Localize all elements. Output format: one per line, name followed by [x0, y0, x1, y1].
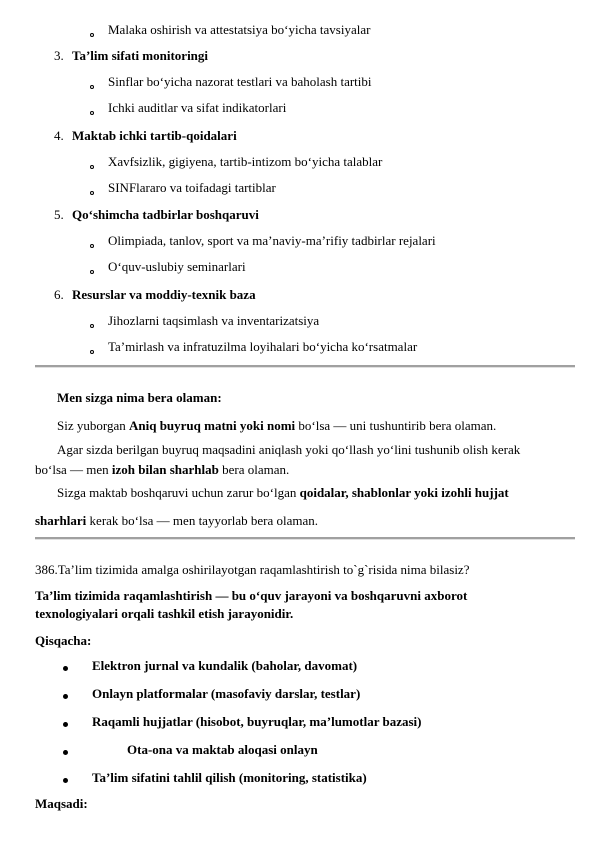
outline-subitem: SINFlararo va toifadagi tartiblar: [108, 180, 276, 195]
info-paragraph-2-line-2: bo‘lsa — men izoh bilan sharhlab bera olaman.: [35, 462, 290, 477]
info-paragraph-3-line-2: sharhlari kerak bo‘lsa — men tayyorlab bera olaman.: [35, 513, 319, 528]
circle-bullet-icon: [90, 244, 94, 248]
divider: [35, 365, 575, 367]
disc-bullet-icon: [63, 778, 68, 783]
disc-bullet-icon: [63, 694, 68, 699]
circle-bullet-icon: [90, 111, 94, 115]
outline-section-title: Qo‘shimcha tadbirlar boshqaruvi: [72, 207, 259, 222]
outline-subitem: Ichki auditlar va sifat indikatorlari: [108, 100, 287, 115]
outline-subitem: Olimpiada, tanlov, sport va ma’naviy-ma’rifiy tadbirlar rejalari: [108, 233, 436, 248]
divider: [35, 537, 575, 539]
outline-section-title: Ta’lim sifati monitoringi: [72, 48, 209, 63]
disc-bullet-icon: [63, 750, 68, 755]
question-text: 386.Ta’lim tizimida amalga oshirilayotgan raqamlashtirish to`g`risida nima bilasiz?: [35, 562, 470, 577]
outline-subitem: Xavfsizlik, gigiyena, tartib-intizom bo‘yicha talablar: [108, 154, 383, 169]
circle-bullet-icon: [90, 85, 94, 89]
answer-line-1: Ta’lim tizimida raqamlashtirish — bu o‘quv jarayoni va boshqaruvni axborot: [35, 588, 468, 603]
info-heading: Men sizga nima bera olaman:: [57, 390, 222, 405]
outline-section-number: 4.: [54, 128, 64, 143]
info-paragraph-2-line-1: Agar sizda berilgan buyruq maqsadini aniqlash yoki qo‘llash yo‘lini tushunib olish kerak: [57, 442, 521, 457]
circle-bullet-icon: [90, 350, 94, 354]
circle-bullet-icon: [90, 33, 94, 37]
answer-line-2: texnologiyalari orqali tashkil etish jarayonidir.: [35, 606, 294, 621]
outline-section-title: Maktab ichki tartib-qoidalari: [72, 128, 237, 143]
outline-subitem: Sinflar bo‘yicha nazorat testlari va baholash tartibi: [108, 74, 372, 89]
outline-section-number: 5.: [54, 207, 64, 222]
info-paragraph-3-line-1: Sizga maktab boshqaruvi uchun zarur bo‘lgan qoidalar, shablonlar yoki izohli hujjat: [57, 485, 509, 500]
circle-bullet-icon: [90, 324, 94, 328]
summary-item: Elektron jurnal va kundalik (baholar, davomat): [92, 658, 358, 673]
outline-subitem: O‘quv-uslubiy seminarlari: [108, 259, 246, 274]
outline-section-number: 3.: [54, 48, 64, 63]
disc-bullet-icon: [63, 722, 68, 727]
outline-section-title: Resurslar va moddiy-texnik baza: [72, 287, 256, 302]
summary-item: Onlayn platformalar (masofaviy darslar, testlar): [92, 686, 361, 701]
summary-item: Ota-ona va maktab aloqasi onlayn: [127, 742, 318, 757]
circle-bullet-icon: [90, 191, 94, 195]
circle-bullet-icon: [90, 165, 94, 169]
outline-subitem: Ta’mirlash va infratuzilma loyihalari bo‘yicha ko‘rsatmalar: [108, 339, 418, 354]
summary-item: Ta’lim sifatini tahlil qilish (monitoring, statistika): [92, 770, 367, 785]
outline-section-number: 6.: [54, 287, 64, 302]
outline-subitem: Jihozlarni taqsimlash va inventarizatsiya: [108, 313, 320, 328]
info-paragraph-1: Siz yuborgan Aniq buyruq matni yoki nomi bo‘lsa — uni tushuntirib bera olaman.: [57, 418, 497, 433]
circle-bullet-icon: [90, 270, 94, 274]
summary-item: Raqamli hujjatlar (hisobot, buyruqlar, ma’lumotlar bazasi): [92, 714, 422, 729]
summary-label: Qisqacha:: [35, 633, 92, 648]
goal-label: Maqsadi:: [35, 796, 88, 811]
outline-subitem: Malaka oshirish va attestatsiya bo‘yicha tavsiyalar: [108, 22, 371, 37]
disc-bullet-icon: [63, 666, 68, 671]
